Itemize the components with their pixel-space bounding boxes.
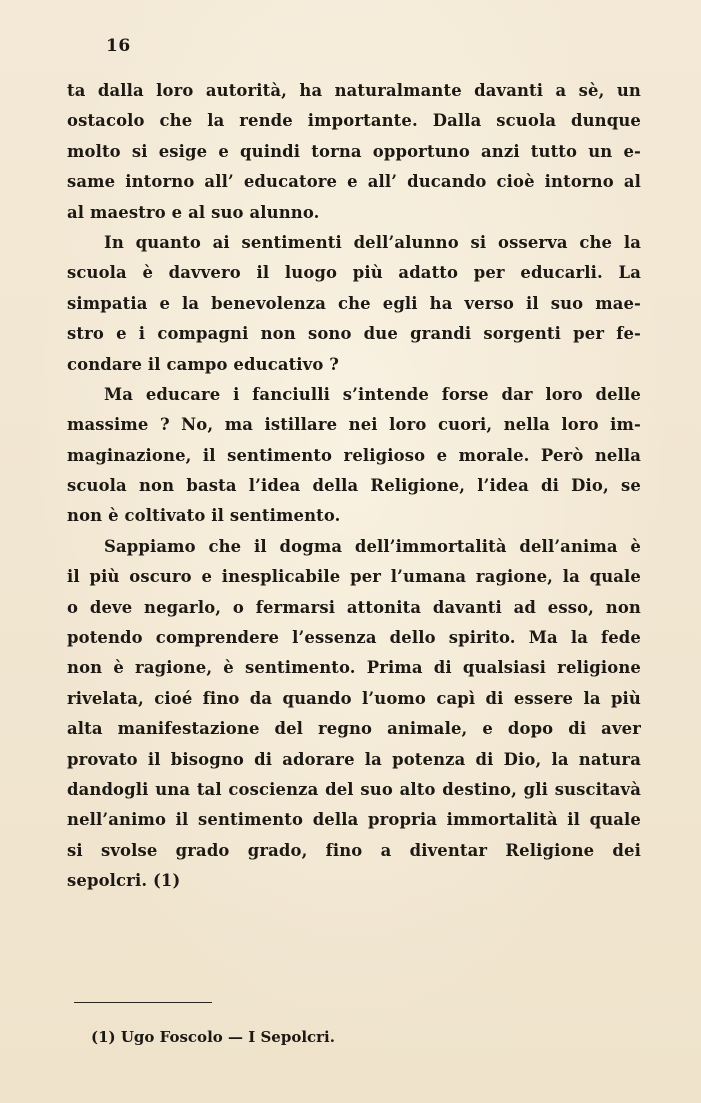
text-line: condare il campo educativo ? xyxy=(67,354,340,374)
body-text xyxy=(67,76,641,897)
text-line: massime ? No, ma istillare nei loro cuori, nella loro im- xyxy=(67,415,641,435)
text-line: Sappiamo che il dogma dell’immortalità dell’anima è xyxy=(104,536,641,556)
text-line: Ma educare i fanciulli s’intende forse dar loro delle xyxy=(104,384,641,404)
text-line: provato il bisogno di adorare la potenza di Dio, la natura xyxy=(67,749,641,769)
text-line: same intorno all’ educatore e all’ ducando cioè intorno al xyxy=(67,172,641,192)
text-line: nell’animo il sentimento della propria immortalità il quale xyxy=(67,810,641,830)
text-line: maginazione, il sentimento religioso e morale. Però nella xyxy=(67,445,641,465)
text-line: o deve negarlo, o fermarsi attonita davanti ad esso, non xyxy=(67,597,641,617)
paragraph-3 xyxy=(67,380,641,532)
text-line: ostacolo che la rende importante. Dalla scuola dunque xyxy=(67,111,641,131)
text-line: ta dalla loro autorità, ha naturalmante davanti a sè, un xyxy=(67,81,641,100)
text-line: al maestro e al suo alunno. xyxy=(67,202,320,222)
text-line: rivelata, cioé fino da quando l’uomo capì di essere la più xyxy=(67,688,641,708)
text-line: simpatia e la benevolenza che egli ha verso il suo mae- xyxy=(67,293,641,313)
footnote-divider xyxy=(74,1002,212,1003)
text-line: In quanto ai sentimenti dell’alunno si osserva che la xyxy=(104,232,641,252)
paragraph-2 xyxy=(67,228,641,380)
paragraph-1 xyxy=(67,76,641,228)
text-line: il più oscuro e inesplicabile per l’umana ragione, la quale xyxy=(67,567,641,587)
text-line: scuola è davvero il luogo più adatto per educarli. La xyxy=(67,263,641,283)
text-line: molto si esige e quindi torna opportuno anzi tutto un e- xyxy=(67,141,641,161)
footnote: (1) Ugo Foscolo — I Sepolcri. xyxy=(91,1028,335,1046)
text-line: non è coltivato il sentimento. xyxy=(67,506,341,526)
text-line: non è ragione, è sentimento. Prima di qualsiasi religione xyxy=(67,658,641,678)
text-line: potendo comprendere l’essenza dello spirito. Ma la fede xyxy=(67,628,641,648)
text-line: scuola non basta l’idea della Religione, l’idea di Dio, se xyxy=(67,476,641,496)
text-line: si svolse grado grado, fino a diventar Religione dei xyxy=(67,840,641,860)
text-line: stro e i compagni non sono due grandi sorgenti per fe- xyxy=(67,324,641,344)
page-number: 16 xyxy=(106,36,131,56)
text-line: dandogli una tal coscienza del suo alto destino, gli suscitavà xyxy=(67,779,641,799)
text-line: sepolcri. (1) xyxy=(67,871,181,891)
text-line: alta manifestazione del regno animale, e dopo di aver xyxy=(67,719,641,739)
paragraph-4 xyxy=(67,532,641,897)
